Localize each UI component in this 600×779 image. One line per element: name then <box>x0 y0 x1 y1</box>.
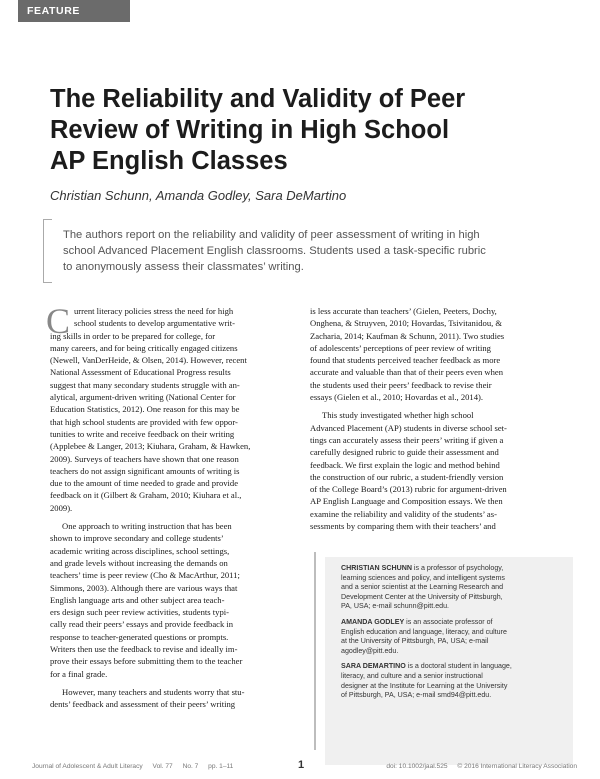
footer-copyright: © 2016 International Literacy Association <box>457 763 577 770</box>
body-line: academic writing across disciplines, school settings, <box>50 545 230 556</box>
bio-text: is an associate professor of <box>404 617 493 626</box>
body-line: One approach to writing instruction that has been <box>62 521 232 532</box>
author-list: Christian Schunn, Amanda Godley, Sara DeMartino <box>50 188 347 203</box>
bio-text: PA, USA; e-mail schunn@pitt.edu. <box>341 602 450 611</box>
bio-demartino <box>341 662 566 700</box>
body-line: 2009). <box>50 502 73 513</box>
bio-name: SARA DEMARTINO <box>341 662 406 671</box>
body-line: found that students perceived teacher feedback as more <box>310 355 501 366</box>
bio-text: literacy, and culture and a senior instructional <box>341 671 483 680</box>
bio-text: learning sciences and policy, and intelligent systems <box>341 573 505 582</box>
body-line: essays (Gielen et al., 2010; Hovardas et al., 2014). <box>310 392 484 403</box>
footer-journal: Journal of Adolescent & Adult Literacy <box>32 763 143 770</box>
body-line: Education Statistics, 2012). One reason for this may be <box>50 404 240 415</box>
body-column-right <box>310 305 560 532</box>
footer-volume: Vol. 77 <box>152 763 173 770</box>
footer-number: No. 7 <box>182 763 199 770</box>
footer-doi <box>386 763 577 770</box>
body-line: feedback on it (Gilbert & Graham, 2010; Kiuhara et al., <box>50 490 242 501</box>
body-line: suggest that many secondary students struggle with an- <box>50 379 240 390</box>
bio-godley <box>341 618 566 656</box>
body-line: Writers then use the feedback to revise and ideally im- <box>50 644 238 655</box>
paragraph <box>310 409 560 532</box>
body-line: sessments by comparing them with their teachers’ and <box>310 521 496 532</box>
paragraph <box>310 305 560 403</box>
footer-pages: pp. 1–11 <box>208 763 234 770</box>
body-line: for a final grade. <box>50 668 108 679</box>
body-line: ing skills in order to be prepared for college, for <box>50 330 216 341</box>
title-line: Review of Writing in High School <box>50 116 450 144</box>
body-line: urrent literacy policies stress the need for high <box>74 306 234 316</box>
bio-accent-bar <box>314 552 316 750</box>
body-column-left <box>50 305 294 711</box>
title-line: The Reliability and Validity of Peer <box>50 85 466 113</box>
body-line: school students to develop argumentative writ- <box>74 318 235 329</box>
body-line: tings can accurately assess their peers’ writing if given a <box>310 434 504 445</box>
body-line: ers design such peer review activities, students typi- <box>50 607 229 618</box>
abstract-bracket <box>43 219 52 283</box>
bio-text: and a senior scientist at the Learning Research and <box>341 583 504 592</box>
bio-text: at the University of Pittsburgh, PA, USA; e-mail <box>341 637 489 646</box>
body-line: National Assessment of Educational Progress results <box>50 367 231 378</box>
article-title <box>50 84 570 177</box>
body-line: cally read their peers’ essays and provide feedback in <box>50 619 234 630</box>
bio-text: agodley@pitt.edu. <box>341 646 399 655</box>
bio-name: CHRISTIAN SCHUNN <box>341 564 412 572</box>
page-footer <box>32 760 577 772</box>
paragraph <box>50 520 294 680</box>
body-line: shown to improve secondary and college students’ <box>50 533 224 544</box>
footer-doi-text: doi: 10.1002/jaal.525 <box>386 763 448 770</box>
body-line: tunities to write and receive feedback on their writing <box>50 428 235 439</box>
feature-article-tag: FEATURE ARTICLE <box>18 0 130 22</box>
bio-text: of Pittsburgh, PA, USA; e-mail smd94@pitt.edu. <box>341 691 492 700</box>
body-line: English language arts and other subject area teach- <box>50 594 225 605</box>
body-line: teachers’ time is peer review (Cho & MacArthur, 2011; <box>50 570 240 581</box>
bio-text: is a doctoral student in language, <box>405 662 512 671</box>
body-line: (Applebee & Langer, 2013; Kiuhara, Graham, & Hawken, <box>50 441 251 452</box>
page-number: 1 <box>298 759 305 771</box>
body-line: 2009). Surveys of teachers have shown that one reason <box>50 453 239 464</box>
body-line: Simmons, 2003). Although there are various ways that <box>50 582 238 593</box>
body-line: that high school students are provided with few oppor- <box>50 416 238 427</box>
body-line: examine the reliability and validity of the students’ as- <box>310 508 497 519</box>
footer-citation <box>32 763 233 770</box>
body-line: of adolescents’ perceptions of peer review of writing <box>310 342 491 353</box>
bio-text: is a professor of psychology, <box>411 564 504 572</box>
body-line: teachers do not assign significant amounts of writing is <box>50 465 240 476</box>
body-line: (Newell, VanDerHeide, & Olsen, 2014). However, recent <box>50 355 247 366</box>
body-line: is less accurate than teachers’ (Gielen, Peeters, Dochy, <box>310 306 497 316</box>
body-line: due to the amount of time needed to grade and provide <box>50 478 239 489</box>
body-line: response to teacher-generated questions or prompts. <box>50 631 229 642</box>
body-line: AP English Language and Composition essays. We then <box>310 496 503 507</box>
body-line: feedback. We first explain the logic and method behind <box>310 459 500 470</box>
abstract <box>63 227 563 275</box>
body-line: prove their essays before submitting them to the teacher <box>50 656 243 667</box>
bio-text: English education and language, literacy, and culture <box>341 627 507 636</box>
abstract-line: to anonymously assess their classmates’ writing. <box>63 261 304 273</box>
body-line: Advanced Placement (AP) students in diverse school set- <box>310 422 507 433</box>
body-line: Onghena, & Struyven, 2010; Hovardas, Tsivitanidou, & <box>310 318 503 329</box>
body-line: of the College Board’s (2013) rubric for argument-driven <box>310 484 507 495</box>
body-line: alytical, argument-driven writing (National Center for <box>50 392 236 403</box>
body-line: However, many teachers and students worry that stu- <box>62 686 245 697</box>
abstract-line: The authors report on the reliability and validity of peer assessment of writing in high <box>63 229 480 241</box>
abstract-line: school Advanced Placement English classrooms. Students used a task-specific rubric <box>63 245 486 257</box>
body-line: Zacharia, 2014; Kaufman & Schunn, 2011). Two studies <box>310 330 505 341</box>
bio-text: Development Center at the University of Pittsburgh, <box>341 592 503 601</box>
body-line: the students used their peers’ feedback to revise their <box>310 379 492 390</box>
bio-name: AMANDA GODLEY <box>341 617 405 626</box>
body-line: This study investigated whether high school <box>322 410 474 421</box>
paragraph <box>50 305 294 514</box>
bio-schunn <box>341 564 566 612</box>
body-line: many careers, and for being critically engaged citizens <box>50 342 238 353</box>
drop-cap: C <box>46 301 71 341</box>
body-line: carefully designed rubric to guide their assessment and <box>310 447 499 458</box>
body-line: accurate and valuable than that of their peers even when <box>310 367 504 378</box>
body-line: and grade levels without increasing the demands on <box>50 557 228 568</box>
body-line: dents’ feedback and assessment of their peers’ writing <box>50 699 236 710</box>
bio-text: designer at the Institute for Learning at the University <box>341 681 508 690</box>
author-bios <box>341 564 566 707</box>
title-line: AP English Classes <box>50 147 288 175</box>
paragraph <box>50 686 294 711</box>
body-line: the construction of our rubric, a student-friendly version <box>310 471 504 482</box>
